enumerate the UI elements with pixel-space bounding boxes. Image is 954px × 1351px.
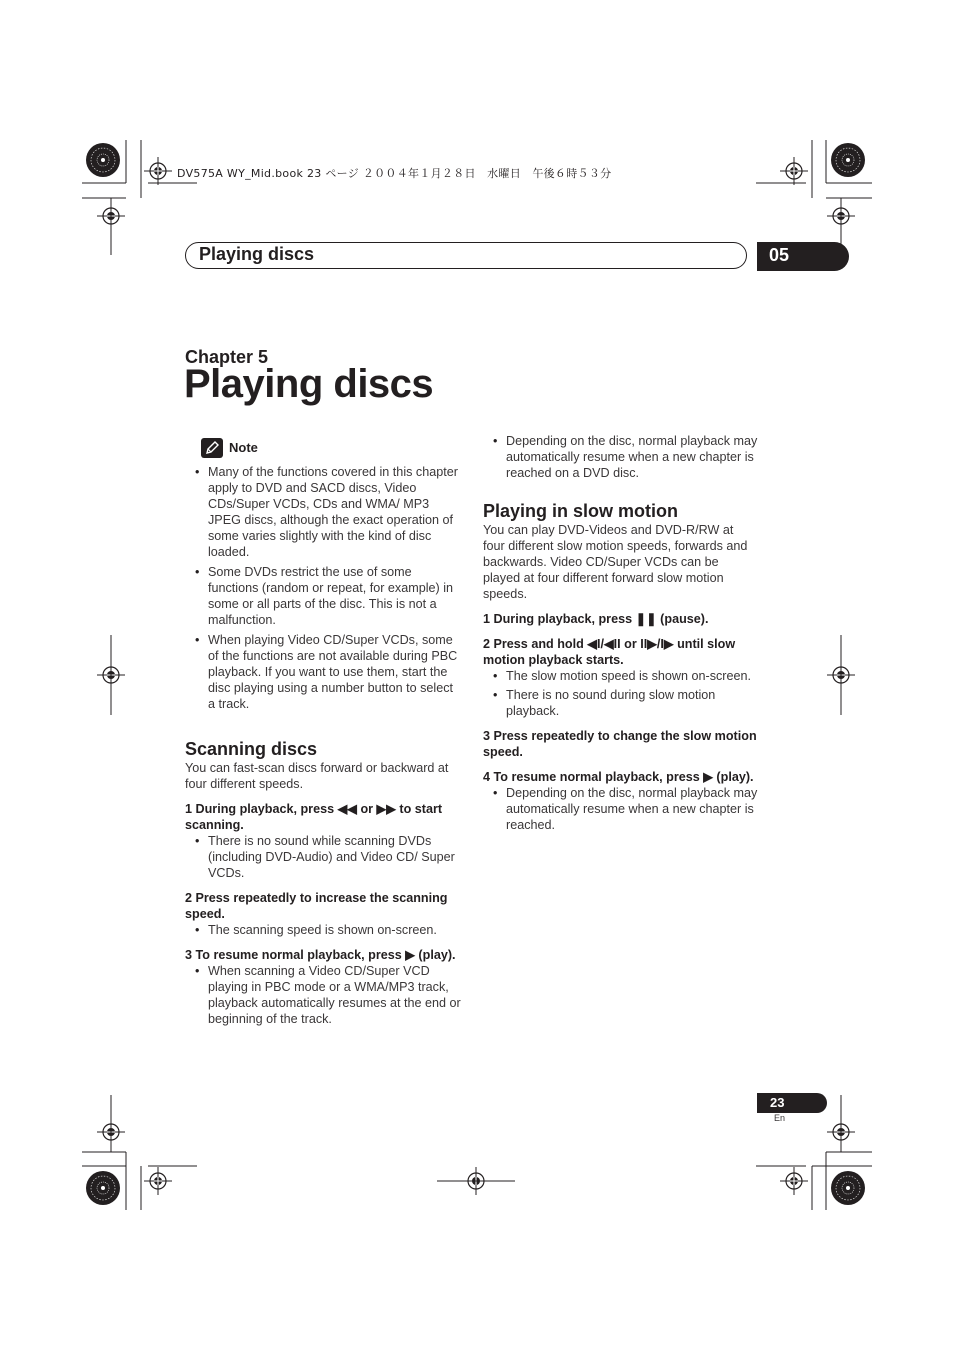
step: 4 To resume normal playback, press ▶ (play).: [483, 770, 754, 784]
page-number: 23: [770, 1095, 785, 1110]
note-header: [201, 438, 461, 458]
list-item: • When playing Video CD/Super VCDs, some of the functions are not available during PBC playback. If you want to use them, start the disc playing using a number button to select a track.: [185, 632, 461, 712]
list-item: • The slow motion speed is shown on-screen.: [483, 668, 758, 684]
list-item: • Many of the functions covered in this chapter apply to DVD and SACD discs, Video CDs/Super VCDs, CDs and WMA/ MP3 JPEG discs, although the exact operation of some varies slightly with the kind of disc loaded.: [185, 464, 461, 560]
list-item: • There is no sound during slow motion playback.: [483, 687, 758, 719]
chapter-title: Playing discs: [184, 362, 434, 406]
print-info: DV575A WY_Mid.book 23 ページ ２００４年１月２８日 水曜日 午後６時５３分: [177, 167, 612, 180]
header-title: Playing discs: [199, 244, 315, 264]
list-item: • When scanning a Video CD/Super VCD playing in PBC mode or a WMA/MP3 track, playback automatically resumes at the end or beginning of the track.: [185, 963, 461, 1027]
list-item: • Some DVDs restrict the use of some functions (random or repeat, for example) in some or all parts of the disc. This is not a malfunction.: [185, 564, 461, 628]
chapter-tab: [757, 242, 849, 271]
left-column: [185, 438, 461, 1030]
note-label: Note: [229, 440, 258, 455]
list-item: • Depending on the disc, normal playback may automatically resume when a new chapter is reached.: [483, 785, 758, 833]
page-number-tab: [757, 1093, 827, 1113]
step: 2 Press repeatedly to increase the scanning speed.: [185, 891, 448, 921]
list-item: • There is no sound while scanning DVDs (including DVD-Audio) and Video CD/ Super VCDs.: [185, 833, 461, 881]
step: 1 During playback, press ◀◀ or ▶▶ to start scanning.: [185, 802, 443, 832]
right-column: [483, 433, 758, 836]
page-language: En: [774, 1113, 786, 1123]
step: 3 Press repeatedly to change the slow motion speed.: [483, 729, 757, 759]
list-item: • Depending on the disc, normal playback may automatically resume when a new chapter is reached on a DVD disc.: [483, 433, 758, 481]
note-pencil-icon: [201, 438, 223, 458]
list-item: • The scanning speed is shown on-screen.: [185, 922, 461, 938]
step: 2 Press and hold ◀I/◀II or II▶/I▶ until slow motion playback starts.: [483, 637, 736, 667]
section-intro: You can fast-scan discs forward or backward at four different speeds.: [185, 761, 449, 791]
section-intro: You can play DVD-Videos and DVD-R/RW at four different slow motion speeds, forwards and backwards. Video CD/Super VCDs can be played at four different forward slow motion speeds.: [483, 523, 748, 601]
step: 3 To resume normal playback, press ▶ (play).: [185, 948, 456, 962]
section-heading-slow-motion: Playing in slow motion: [483, 501, 679, 521]
chapter-number: 05: [769, 245, 790, 265]
note-list: [185, 464, 461, 712]
section-heading-scanning: Scanning discs: [185, 739, 318, 759]
step: 1 During playback, press ❚❚ (pause).: [483, 612, 709, 626]
chapter-label: Chapter 5: [185, 347, 269, 367]
